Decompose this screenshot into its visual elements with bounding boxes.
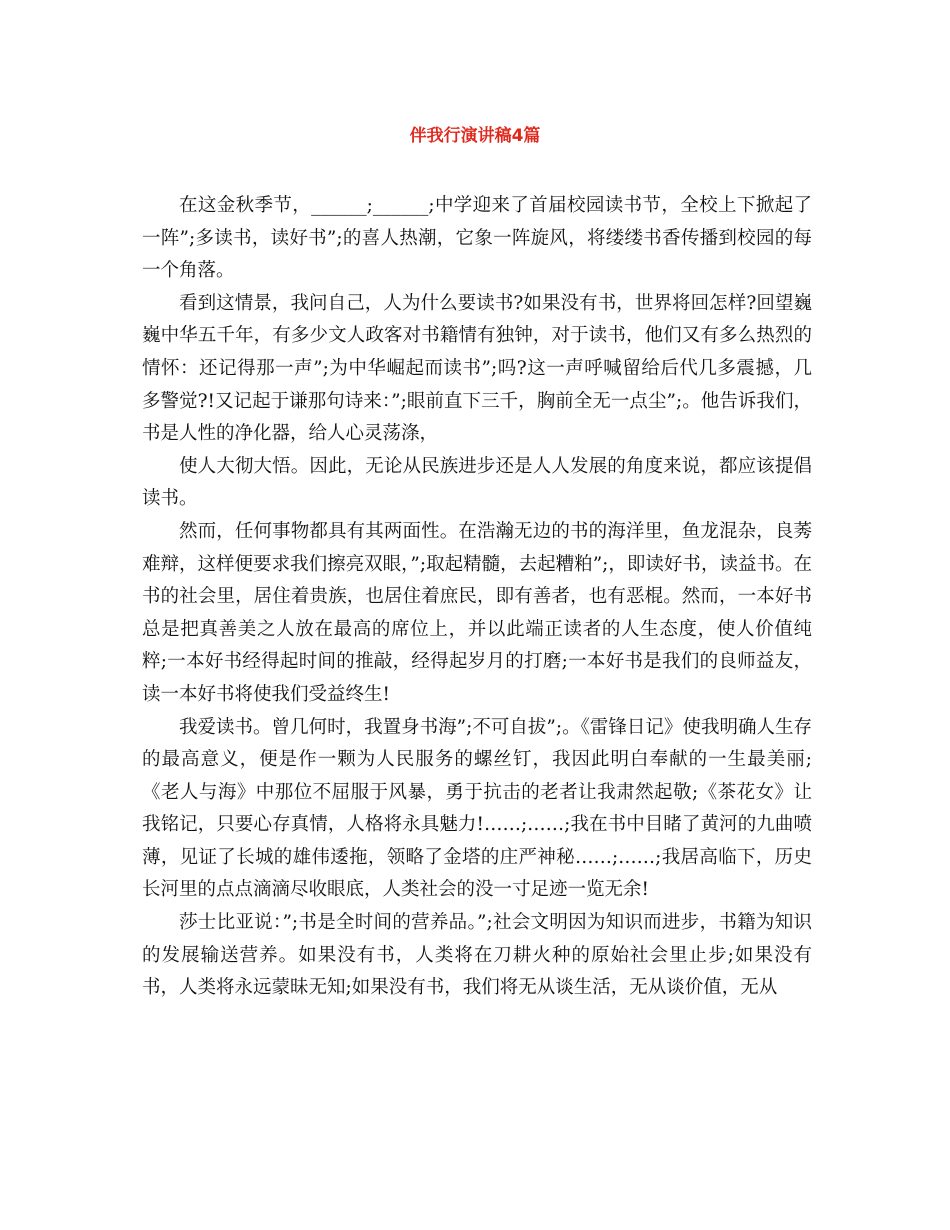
paragraph-2: 看到这情景，我问自己，人为什么要读书?如果没有书，世界将回怎样?回望巍巍中华五千年，有多少文人政客对书籍情有独钟，对于读书，他们又有多么热烈的情怀：还记得那一声”;为中华崛起而读书”;吗?这一声呼喊留给后代几多震撼，几多警觉?!又记起于谦那句诗来：”;眼前直下三千，胸前全无一点尘”;。他告诉我们，书是人性的净化器，给人心灵荡涤， [142, 292, 812, 445]
paragraph-4: 然而，任何事物都具有其两面性。在浩瀚无边的书的海洋里，鱼龙混杂，良莠难辩，这样便要求我们擦亮双眼，”;取起精髓，去起糟粕”;，即读好书，读益书。在书的社会里，居住着贵族，也居住着庶民，即有善者，也有恶棍。然而，一本好书总是把真善美之人放在最高的席位上，并以此端正读者的人生态度，使人价值纯粹;一本好书经得起时间的推敲，经得起岁月的打磨;一本好书是我们的良师益友，读一本好书将使我们受益终生! [142, 520, 812, 705]
paragraph-3: 使人大彻大悟。因此，无论从民族进步还是人人发展的角度来说，都应该提倡读书。 [142, 455, 812, 510]
paragraph-5: 我爱读书。曾几何时，我置身书海”;不可自拔”;。《雷锋日记》使我明确人生存的最高意义，便是作一颗为人民服务的螺丝钉，我因此明白奉献的一生最美丽;《老人与海》中那位不屈服于风暴，勇于抗击的老者让我肃然起敬;《茶花女》让我铭记，只要心存真情，人格将永具魅力!……;……;我在书中目睹了黄河的九曲喷薄，见证了长城的雄伟逶拖，领略了金塔的庄严神秘……;……;我居高临下，历史长河里的点点滴滴尽收眼底，人类社会的没一寸足迹一览无余! [142, 716, 812, 901]
paragraph-1: 在这金秋季节，______;______;中学迎来了首届校园读书节，全校上下掀起了一阵”;多读书，读好书”;的喜人热潮，它象一阵旋风，将缕缕书香传播到校园的每一个角落。 [142, 195, 812, 282]
document-body [142, 190, 812, 1005]
paragraph-6: 莎士比亚说：”;书是全时间的营养品。”;社会文明因为知识而进步，书籍为知识的发展输送营养。如果没有书，人类将在刀耕火种的原始社会里止步;如果没有书，人类将永远蒙昧无知;如果没有书，我们将无从谈生活，无从谈价值，无从 [142, 912, 812, 999]
document-title: 伴我行演讲稿4篇 [409, 126, 541, 146]
